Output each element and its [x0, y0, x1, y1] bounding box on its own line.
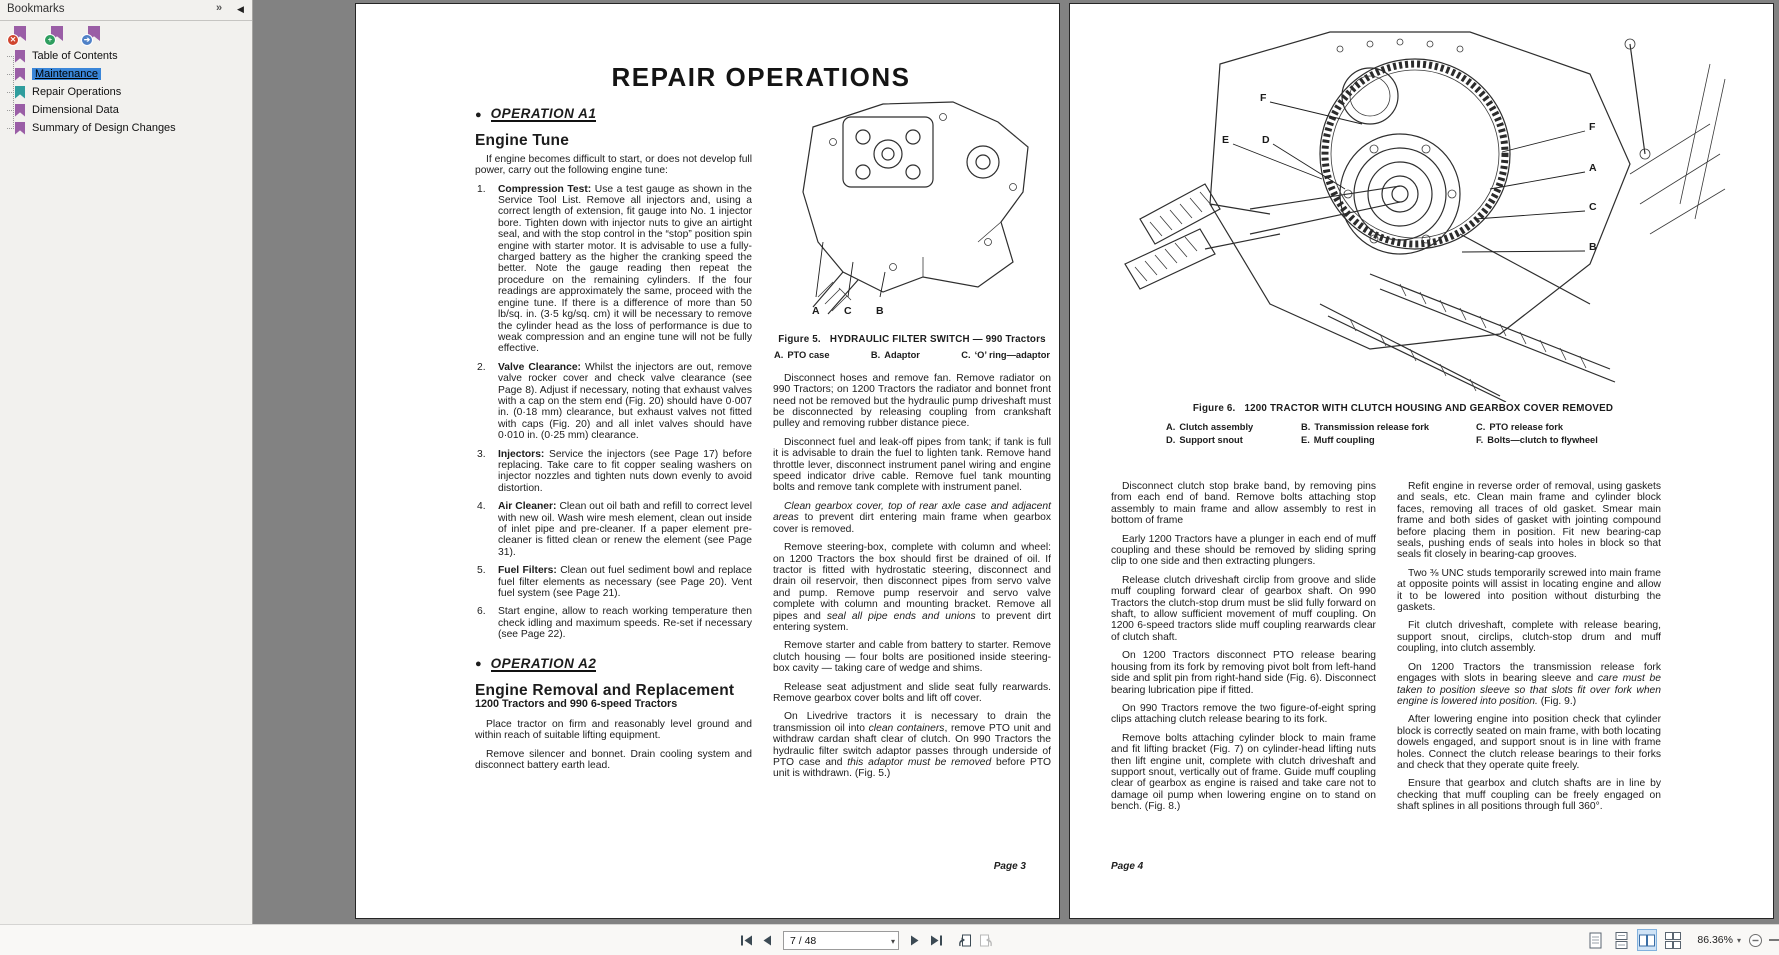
last-page-icon: [930, 935, 943, 946]
figure6-callout-a: A: [1589, 162, 1597, 174]
legend-entry: B. Transmission release fork: [1301, 422, 1430, 432]
status-bar: [0, 924, 1779, 955]
paragraph: Two ⅜ UNC studs temporarily screwed into main frame at opposite points will assist in locating engine and allow it to be lowered into position without disturbing the gaskets.: [1397, 567, 1661, 614]
figure6-legend: [1166, 422, 1646, 445]
next-page-icon: [910, 935, 920, 946]
figure6-callout-e: E: [1222, 134, 1230, 146]
bookmark-label: Dimensional Data: [32, 104, 119, 116]
paragraph: After lowering engine into position check that cylinder block is correctly seated on main frame, with both locating dowels engaged, and support snout is in line with frame holes. Connect the clutch release bearings to their forks and check that they operate quite freely.: [1397, 714, 1661, 771]
facing-continuous-view-button[interactable]: [1663, 929, 1683, 951]
item-text: Injectors: Service the injectors (see Page 17) before replacing. Take care to fit copper sealing washers on injector nozzles and tighten nuts down evenly to avoid distortion.: [498, 448, 752, 494]
add-bookmark-button[interactable]: [44, 26, 67, 46]
paragraph: Ensure that gearbox and clutch shafts are in line by checking that muff coupling can be freely engaged on shaft splines in all positions through full 360°.: [1397, 778, 1661, 813]
bookmark-flag-icon: [15, 122, 25, 135]
single-page-view-button[interactable]: [1585, 929, 1605, 951]
paragraph: Clean gearbox cover, top of rear axle case and adjacent areas to prevent dirt entering main frame when gearbox cover is removed.: [773, 500, 1051, 535]
facing-pages-icon: [1639, 934, 1655, 947]
paragraph: On Livedrive tractors it is necessary to drain the transmission oil into clean containers, remove PTO unit and withdraw cardan shaft clear of clutch. On 990 Tractors the hydraulic filter switch adaptor passes through underside of PTO case and this adaptor must be removed before PTO unit is withdrawn. (Fig. 5.): [773, 711, 1052, 780]
item-number: 6.: [477, 606, 486, 618]
document-canvas[interactable]: [253, 0, 1779, 925]
page3-title: REPAIR OPERATIONS: [611, 62, 911, 92]
paragraph: Place tractor on firm and reasonably level ground and within reach of suitable lifting equipment.: [475, 718, 752, 742]
item-number: 3.: [477, 448, 486, 460]
list-item: [475, 606, 752, 640]
engine-removal-heading: Engine Removal and Replacement: [475, 682, 735, 700]
previous-page-icon: [762, 935, 772, 946]
tree-stub: [7, 92, 14, 93]
next-view-button[interactable]: [977, 930, 995, 950]
add-badge-icon: +: [44, 34, 56, 46]
figure5: [773, 92, 1051, 332]
page4-right-column: [1397, 481, 1661, 820]
hide-panel-icon[interactable]: »: [216, 2, 223, 14]
item-text: Fuel Filters: Clean out fuel sediment bowl and replace fuel filter elements as necessary (see Page 20). Vent fuel system (see Page 21).: [498, 565, 752, 600]
previous-page-button[interactable]: [758, 930, 776, 950]
paragraph: Release seat adjustment and slide seat fully rearwards. Remove gearbox cover bolts and lift off cover.: [773, 681, 1051, 704]
bookmark-label: Summary of Design Changes: [32, 122, 176, 134]
page3-left-column: [475, 108, 752, 779]
bookmarks-panel-header: [0, 0, 252, 21]
page-number-value: 7 / 48: [790, 934, 817, 947]
paragraph: Remove bolts attaching cylinder block to main frame and fit lifting bracket (Fig. 7) on cylinder-head lifting nuts then lift engine unit, complete with clutch driveshaft and support snout, vertically out of frame. Guide muff coupling clear of gearbox as engine is raised and take care not to damage oil pump when lowering engine on to stand on bench. (Fig. 8.): [1111, 732, 1376, 813]
paragraph: Refit engine in reverse order of removal, using gaskets and seals, etc. Clean main frame and cylinder block faces, removing all traces of old gasket. Smear main frame and both sides of gasket with jointing compound before placing them in position. Fit new bearing-cap seals, pushing ends of seals into holes in block so that seals fit closely in bearing-cap grooves.: [1397, 481, 1661, 561]
bookmark-item-summary-of-design-changes[interactable]: [0, 119, 252, 137]
paragraph: Fit clutch driveshaft, complete with release bearing, support snout, circlips, clutch-stop drum and muff coupling, into clutch assembly.: [1397, 620, 1661, 655]
bookmark-label: Repair Operations: [32, 86, 122, 98]
operation-a2-heading: [475, 655, 752, 672]
bookmark-flag-icon: [15, 68, 25, 81]
bookmark-item-table-of-contents[interactable]: [0, 47, 252, 65]
legend-entry: B. Adaptor: [870, 350, 920, 361]
bookmark-label: Table of Contents: [32, 50, 118, 62]
bullet-icon: ●: [475, 108, 482, 121]
legend-entry: E. Muff coupling: [1301, 435, 1375, 445]
figure6-art: [1070, 4, 1773, 402]
list-item: [475, 501, 752, 558]
item-number: 2.: [477, 361, 486, 373]
figure6-callout-d: D: [1262, 134, 1270, 146]
legend-entry: F. Bolts—clutch to flywheel: [1476, 435, 1598, 445]
operation-a2-label: OPERATION A2: [490, 655, 597, 671]
single-page-icon: [1589, 932, 1602, 949]
item-text: Air Cleaner: Clean out oil bath and refill to correct level with new oil. Wash wire mesh element, clean out inside of inlet pipe and pre-cleaner. If a paper element pre-cleaner is fitted clean or renew the element (see Page 31).: [498, 501, 752, 558]
paragraph: On 1200 Tractors the transmission release fork engages with slots in bearing sleeve and care must be taken to position sleeve so that slots fit over fork when engine is lowered into position. (Fig. 9.): [1397, 661, 1661, 707]
bookmark-label-selected: Maintenance: [32, 68, 101, 80]
figure5-callout-a: A: [812, 305, 820, 317]
first-page-button[interactable]: [737, 930, 755, 950]
paragraph: Disconnect fuel and leak-off pipes from tank; if tank is full it is advisable to drain the fuel to lighten tank. Remove hand throttle lever, disconnect instrument panel wiring and engine speed indicator drive cable. Remove fuel tank mounting bolts and remove tank complete with instrument panel.: [773, 436, 1051, 494]
paragraph: Early 1200 Tractors have a plunger in each end of muff coupling and these should be removed by sliding spring clip to one side and then extracting plungers.: [1111, 533, 1376, 568]
operation-a1-label: OPERATION A1: [490, 106, 597, 121]
legend-entry: C. ‘O’ ring—adaptor: [961, 350, 1050, 361]
figure6: [1070, 4, 1773, 402]
legend-entry: A. Clutch assembly: [1166, 422, 1254, 432]
bookmark-item-repair-operations[interactable]: [0, 83, 252, 101]
zoom-slider-track[interactable]: [1769, 939, 1779, 941]
item-number: 1.: [477, 183, 486, 195]
continuous-view-icon: [1615, 932, 1628, 949]
goto-bookmark-button[interactable]: [81, 26, 104, 46]
facing-pages-view-button[interactable]: [1637, 929, 1657, 951]
zoom-out-icon: [1748, 933, 1763, 948]
previous-view-button[interactable]: [956, 930, 974, 950]
bookmark-item-dimensional-data[interactable]: [0, 101, 252, 119]
bookmark-flag-icon: [15, 86, 25, 99]
bookmarks-panel-title: Bookmarks: [7, 3, 65, 15]
page-dropdown-caret-icon[interactable]: ▾: [890, 936, 895, 946]
page3-footer: Page 3: [993, 861, 1026, 872]
figure6-callout-c: C: [1589, 201, 1597, 213]
figure6-caption: Figure 6. 1200 TRACTOR WITH CLUTCH HOUSING AND GEARBOX COVER REMOVED: [1192, 403, 1614, 414]
collapse-panel-icon[interactable]: ◀: [237, 4, 244, 14]
page4-left-column: [1111, 481, 1376, 820]
figure6-callout-f-right: F: [1589, 121, 1596, 133]
goto-badge-icon: ➔: [81, 34, 93, 46]
paragraph: Disconnect clutch stop brake band, by removing pins from each end of band. Remove bolts attaching stop assembly to main frame and allow assembly to rest in bottom of frame: [1111, 481, 1376, 527]
list-item: [475, 449, 752, 495]
tree-stub: [7, 74, 14, 75]
next-view-icon: [979, 934, 993, 947]
page4-footer: Page 4: [1111, 861, 1144, 872]
figure5-callout-b: B: [876, 305, 884, 317]
page3-right-column: [773, 92, 1051, 787]
item-text: Compression Test: Use a test gauge as shown in the Service Tool List. Remove all injectors and, using a correct length of extension, fit gauge into No. 1 injector bore. Tighten down with injector nuts to give an airtight seal, and with the stop control in the “stop” position spin engine with starter motor. It is advisable to use a fully-charged battery as the higher the cranking speed the better. Note the gauge reading then repeat the procedure on the remaining cylinders. If the four readings are approximately the same, proceed with the engine tune. If there is a difference of more than 50 lb/sq. in. (3·5 kg/sq. cm) it will be necessary to remove the cylinder head as the loss of performance is due to weak compression and an engine tune will not be fully effective.: [498, 183, 752, 355]
zoom-dropdown-caret-icon[interactable]: ▾: [1736, 935, 1741, 945]
figure5-caption: Figure 5. HYDRAULIC FILTER SWITCH — 990 Tractors: [778, 334, 1046, 345]
page-number-field[interactable]: [783, 931, 899, 950]
paragraph: Release clutch driveshaft circlip from groove and slide muff coupling forward clear of gearbox shaft. On 990 Tractors the clutch-stop drum must be slid fully forward on shaft, to allow sufficient movement of muff coupling. On 1200 6-speed tractors slide muff coupling rearwards clear of clutch shaft.: [1111, 574, 1376, 643]
list-item: [475, 184, 752, 355]
figure6-callout-f-left: F: [1260, 92, 1267, 104]
delete-bookmark-button[interactable]: [7, 26, 30, 46]
list-item: [475, 362, 752, 442]
bookmarks-tree: [0, 47, 252, 137]
last-page-button[interactable]: [927, 930, 945, 950]
next-page-button[interactable]: [906, 930, 924, 950]
legend-entry: C. PTO release fork: [1476, 422, 1564, 432]
bookmark-flag-icon: [15, 50, 25, 63]
paragraph: Remove silencer and bonnet. Drain cooling system and disconnect battery earth lead.: [475, 748, 752, 772]
engine-tune-heading: Engine Tune: [475, 132, 570, 150]
figure6-callout-b: B: [1589, 241, 1597, 253]
list-item: [475, 565, 752, 599]
paragraph: On 1200 Tractors disconnect PTO release bearing housing from its fork by removing pivot bolt from left-hand side and split pin from right-hand side (Fig. 6). Disconnect bearing lubrication pipe if fitted.: [1111, 650, 1376, 696]
tree-stub: [7, 110, 14, 111]
paragraph: Remove starter and cable from battery to starter. Remove clutch housing — four bolts are positioned inside steering-box cavity — taking care of wedge and shims.: [773, 640, 1051, 675]
operation-a1-heading: [475, 108, 752, 122]
figure5-callout-c: C: [844, 305, 852, 317]
view-zoom-cluster: [1585, 928, 1779, 952]
facing-continuous-icon: [1665, 932, 1681, 949]
page-navigation-cluster: [737, 929, 995, 951]
paragraph: If engine becomes difficult to start, or does not develop full power, carry out the following engine tune:: [475, 153, 752, 177]
delete-badge-icon: ✕: [7, 34, 19, 46]
figure5-legend: [773, 350, 1051, 361]
figure5-art: [773, 92, 1051, 317]
tree-stub: [7, 56, 14, 57]
continuous-view-button[interactable]: [1611, 929, 1631, 951]
zoom-out-button[interactable]: [1747, 932, 1763, 948]
item-text: Valve Clearance: Whilst the injectors are out, remove valve rocker cover and check valve clearance (see Page 8). Adjust if necessary, noting that exhaust valves with a cap on the stem end (Fig. 20) should have 0·007 in. (0·18 mm) clearance, but exhaust valves not fitted with caps (Fig. 20) and all inlet valves should have 0·010 in. (0·25 mm) clearance.: [498, 361, 752, 442]
tree-stub: [7, 128, 14, 129]
item-number: 4.: [477, 501, 486, 513]
zoom-level-value: 86.36%: [1697, 934, 1733, 946]
item-number: 5.: [477, 565, 486, 577]
bookmark-flag-icon: [15, 104, 25, 117]
legend-entry: A. PTO case: [774, 350, 830, 361]
bookmarks-panel: [0, 0, 253, 925]
paragraph: Remove steering-box, complete with column and wheel: on 1200 Tractors the box should first be drained of oil. If tractor is fitted with hydrostatic steering, disconnect and drain oil reservoir, then disconnect pipes from servo valve and pump. Remove pump reservoir and servo valve complete with column and mounting bracket. Remove all pipes and seal all pipe ends and unions to prevent dirt entering system.: [773, 542, 1051, 633]
page-4: [1069, 3, 1774, 919]
bookmarks-toolbar: [7, 26, 104, 46]
legend-entry: D. Support snout: [1166, 435, 1243, 445]
bullet-icon: ●: [475, 658, 482, 671]
previous-view-icon: [958, 934, 972, 947]
paragraph: Disconnect hoses and remove fan. Remove radiator on 990 Tractors; on 1200 Tractors the radiator and bonnet front need not be removed but the hydraulic pump driveshaft must be disconnected by releasing coupling from crankshaft pulley and removing rubber distance piece.: [773, 372, 1051, 430]
page-3: [355, 3, 1060, 919]
item-text: Start engine, allow to reach working temperature then check idling and maximum speeds. Re-set if necessary (see Page 22).: [498, 606, 752, 641]
paragraph: On 990 Tractors remove the two figure-of-eight spring clips attaching clutch release bearing to its fork.: [1111, 702, 1376, 726]
first-page-icon: [740, 935, 753, 946]
bookmark-item-maintenance[interactable]: [0, 65, 252, 83]
tractor-models-subheading: 1200 Tractors and 990 6-speed Tractors: [475, 698, 678, 711]
